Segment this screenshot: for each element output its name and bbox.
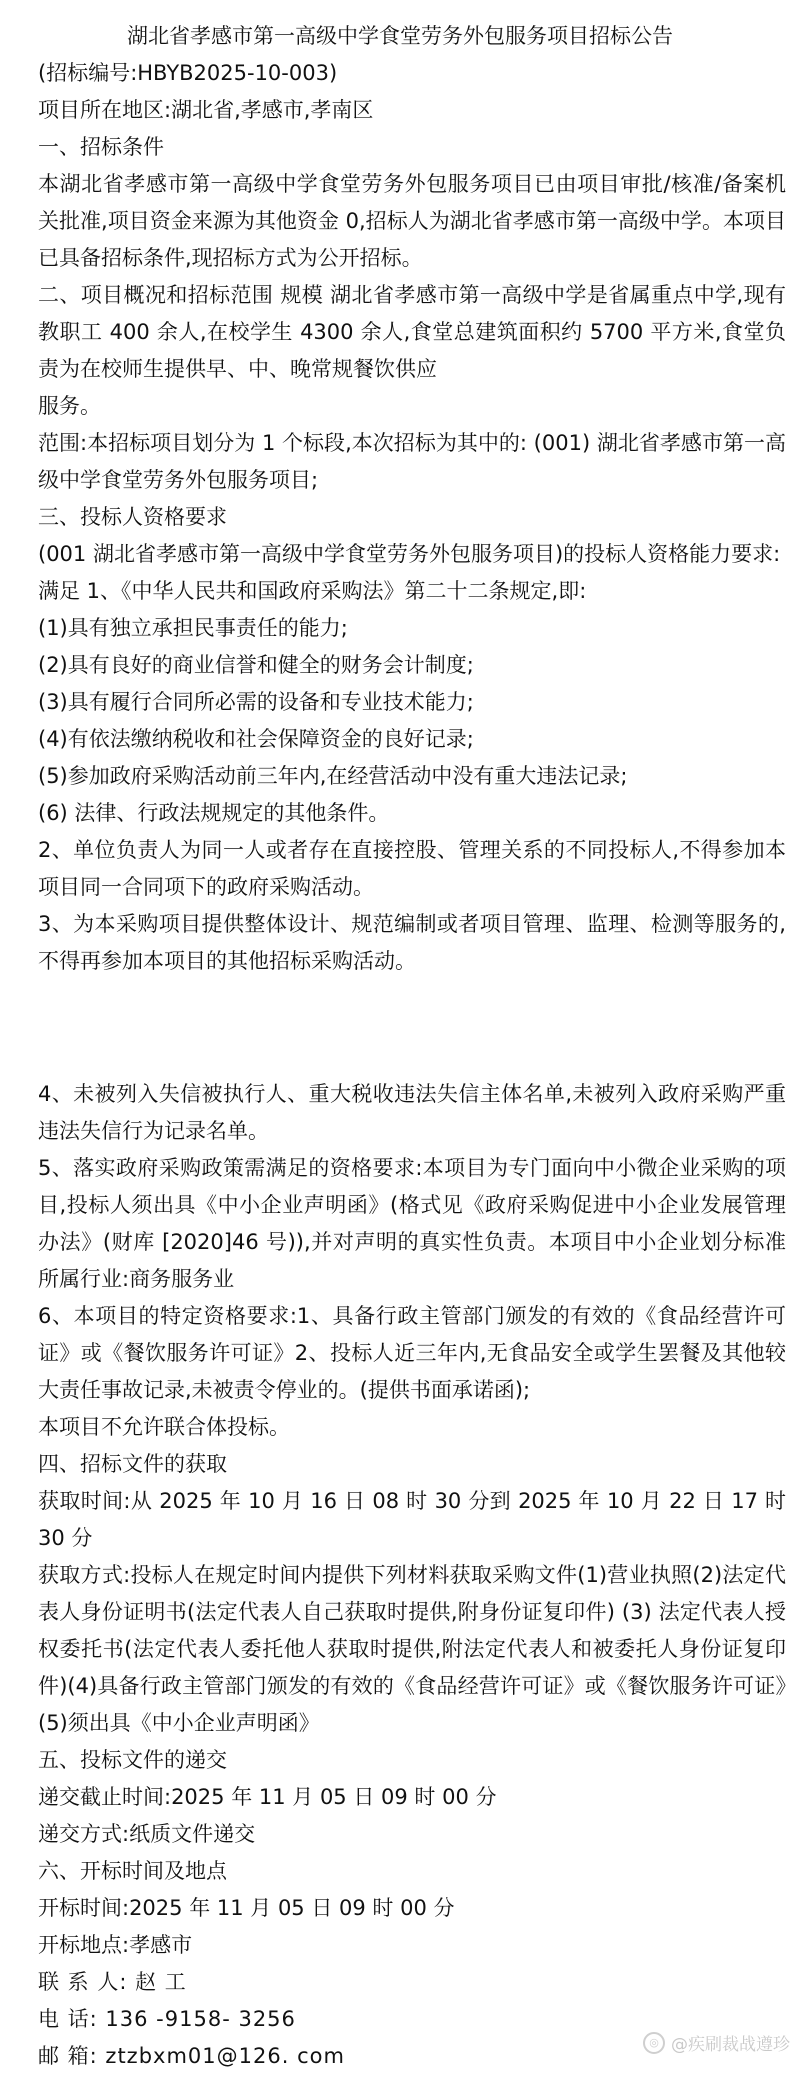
- project-location: 项目所在地区:湖北省,孝感市,孝南区: [38, 98, 374, 122]
- documents-method: 获取方式:投标人在规定时间内提供下列材料获取采购文件(1)营业执照(2)法定代表人身份证明书(法定代表人自己获取时提供,附身份证复印件) (3) 法定代表人授权委托书(法定代表人委托他人获取时提供,附法定代表人和被委托人身份证复印件)(4)具备行政主管部门颁发的有效的《食品经营许可证》或《餐饮服务许可证》(5)须出具《中小企业声明函》: [38, 1563, 786, 1735]
- blank-gap: [38, 980, 786, 1076]
- contact-phone: 电 话: 136 -9158- 3256: [38, 2007, 296, 2031]
- page-title: 湖北省孝感市第一高级中学食堂劳务外包服务项目招标公告: [127, 24, 673, 48]
- overview-service-line: 服务。: [38, 394, 101, 418]
- requirement-3: 3、为本采购项目提供整体设计、规范编制或者项目管理、监理、检测等服务的,不得再参加本项目的其他招标采购活动。: [38, 912, 786, 973]
- documents-time: 获取时间:从 2025 年 10 月 16 日 08 时 30 分到 2025 年 10 月 22 日 17 时 30 分: [38, 1489, 786, 1550]
- no-joint-bid: 本项目不允许联合体投标。: [38, 1415, 290, 1439]
- watermark: [643, 2030, 790, 2055]
- opening-time: 开标时间:2025 年 11 月 05 日 09 时 00 分: [38, 1896, 455, 1920]
- contact-person: 联 系 人: 赵 工: [38, 1970, 187, 1994]
- requirement-item: (2)具有良好的商业信誉和健全的财务会计制度;: [38, 653, 474, 677]
- requirement-2: 2、单位负责人为同一人或者存在直接控股、管理关系的不同投标人,不得参加本项目同一合同项下的政府采购活动。: [38, 838, 786, 899]
- qualifications-intro: (001 湖北省孝感市第一高级中学食堂劳务外包服务项目)的投标人资格能力要求:: [38, 542, 781, 566]
- section-heading-conditions: 一、招标条件: [38, 135, 164, 159]
- requirement-item: (3)具有履行合同所必需的设备和专业技术能力;: [38, 690, 474, 714]
- requirement-item: (6) 法律、行政法规规定的其他条件。: [38, 801, 390, 825]
- submission-deadline: 递交截止时间:2025 年 11 月 05 日 09 时 00 分: [38, 1785, 497, 1809]
- requirement-item: (5)参加政府采购活动前三年内,在经营活动中没有重大违法记录;: [38, 764, 628, 788]
- section-heading-qualifications: 三、投标人资格要求: [38, 505, 227, 529]
- requirement-5: 5、落实政府采购政策需满足的资格要求:本项目为专门面向中小微企业采购的项目,投标人须出具《中小企业声明函》(格式见《政府采购促进中小企业发展管理办法》(财库 [2020]46 号)),并对声明的真实性负责。本项目中小企业划分标准所属行业:商务服务业: [38, 1156, 786, 1291]
- contact-email: 邮 箱: ztzbxm01@126. com: [38, 2044, 345, 2068]
- conditions-paragraph: 本湖北省孝感市第一高级中学食堂劳务外包服务项目已由项目审批/核准/备案机关批准,项目资金来源为其他资金 0,招标人为湖北省孝感市第一高级中学。本项目已具备招标条件,现招标方式为公开招标。: [38, 172, 786, 270]
- opening-place: 开标地点:孝感市: [38, 1933, 193, 1957]
- requirement-4: 4、未被列入失信被执行人、重大税收违法失信主体名单,未被列入政府采购严重违法失信行为记录名单。: [38, 1082, 786, 1143]
- requirement-6: 6、本项目的特定资格要求:1、具备行政主管部门颁发的有效的《食品经营许可证》或《餐饮服务许可证》2、投标人近三年内,无食品安全或学生罢餐及其他较大责任事故记录,未被责令停业的。(提供书面承诺函);: [38, 1304, 786, 1402]
- watermark-text: @疾刷裁战遵珍: [671, 2035, 790, 2055]
- overview-paragraph: 二、项目概况和招标范围 规模 湖北省孝感市第一高级中学是省属重点中学,现有教职工 400 余人,在校学生 4300 余人,食堂总建筑面积约 5700 平方米,食堂负责为在校师生提供早、中、晚常规餐饮供应: [38, 283, 786, 381]
- announcement-body: [38, 55, 786, 2075]
- requirement-1: 满足 1、《中华人民共和国政府采购法》第二十二条规定,即:: [38, 579, 587, 603]
- section-heading-documents: 四、招标文件的获取: [38, 1452, 227, 1476]
- watermark-logo-icon: ◎: [643, 2032, 665, 2054]
- section-heading-opening: 六、开标时间及地点: [38, 1859, 227, 1883]
- section-heading-submission: 五、投标文件的递交: [38, 1748, 227, 1772]
- bid-number: (招标编号:HBYB2025-10-003): [38, 61, 338, 85]
- scope-paragraph: 范围:本招标项目划分为 1 个标段,本次招标为其中的: (001) 湖北省孝感市第一高级中学食堂劳务外包服务项目;: [38, 431, 786, 492]
- submission-method: 递交方式:纸质文件递交: [38, 1822, 256, 1846]
- requirement-item: (1)具有独立承担民事责任的能力;: [38, 616, 348, 640]
- requirement-item: (4)有依法缴纳税收和社会保障资金的良好记录;: [38, 727, 474, 751]
